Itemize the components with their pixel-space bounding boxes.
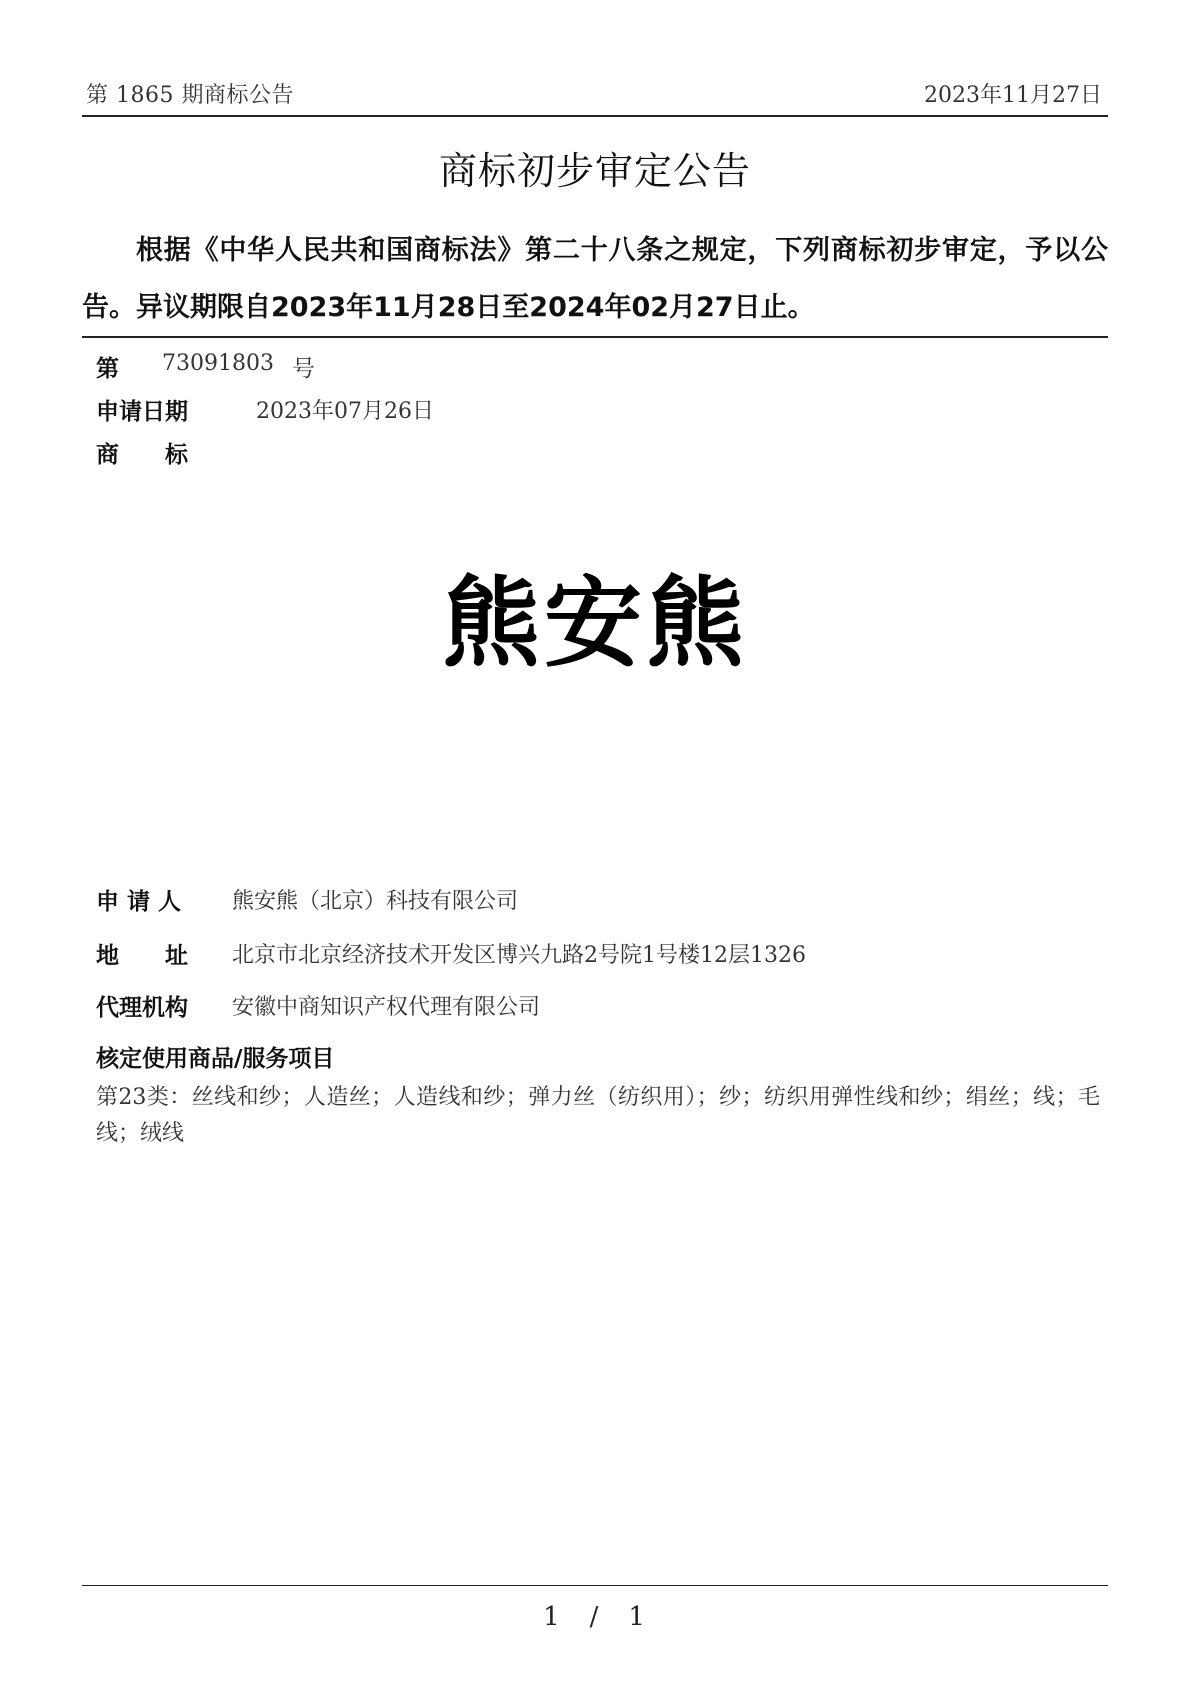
agent-label: 代理机构 [96, 995, 188, 1021]
applicant-label: 申 请 人 [96, 889, 182, 915]
footer-divider [82, 1585, 1108, 1586]
issue-number: 第 1865 期商标公告 [86, 83, 294, 108]
address-label: 地 址 [96, 943, 188, 969]
issue-date: 2023年11月27日 [924, 83, 1102, 108]
agent-name: 安徽中商知识产权代理有限公司 [232, 995, 541, 1020]
section-divider [82, 336, 1108, 338]
trademark-text: 熊安熊 [441, 567, 748, 681]
number-suffix: 号 [292, 356, 315, 382]
apply-date: 2023年07月26日 [256, 399, 434, 424]
number-label: 第 [96, 356, 119, 382]
intro-paragraph: 根据《中华人民共和国商标法》第二十八条之规定，下列商标初步审定，予以公告。异议期限自2023年11月28日至2024年02月27日止。 [82, 235, 1108, 323]
header-divider [82, 115, 1108, 117]
address: 北京市北京经济技术开发区博兴九路2号院1号楼12层1326 [232, 943, 806, 968]
goods-list: 第23类：丝线和纱；人造丝；人造线和纱；弹力丝（纺织用）；纱；纺织用弹性线和纱；绢丝；线；毛线；绒线 [96, 1085, 1100, 1146]
page-indicator: 1 / 1 [543, 1602, 647, 1632]
registration-number: 73091803 [162, 351, 274, 376]
mark-label: 商 标 [96, 442, 188, 468]
apply-date-label: 申请日期 [96, 399, 188, 425]
goods-label: 核定使用商品/服务项目 [96, 1046, 335, 1072]
applicant-name: 熊安熊（北京）科技有限公司 [232, 889, 519, 914]
page-title: 商标初步审定公告 [438, 149, 751, 193]
